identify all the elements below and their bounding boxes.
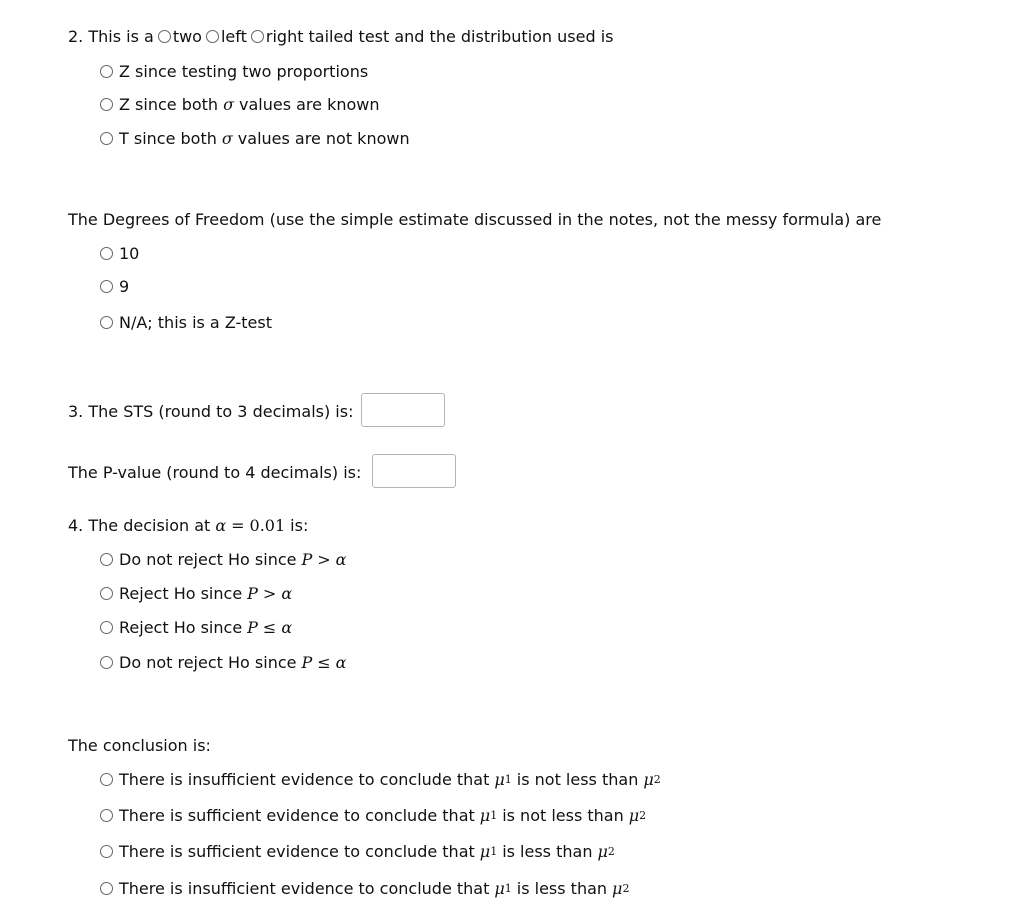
conclusion-label-1: There is insufficient evidence to conclude that [119, 769, 490, 789]
sigma-symbol: σ [223, 94, 234, 114]
mu-symbol: μ [494, 769, 505, 789]
distribution-option-3[interactable] [100, 127, 410, 149]
mu-symbol: μ [479, 841, 491, 861]
df-prompt: The Degrees of Freedom (use the simple estimate discussed in the notes, not the messy formula) are [68, 209, 882, 229]
sts-input[interactable] [361, 393, 445, 427]
conclusion-mid-4: is less than [516, 878, 608, 898]
conclusion-label-2: There is sufficient evidence to conclude that [119, 805, 475, 825]
q4-header [68, 514, 308, 536]
distribution-radio-1[interactable] [100, 65, 113, 78]
df-radio-2[interactable] [100, 280, 113, 293]
alpha-symbol: α [335, 652, 347, 672]
conclusion-mid-3: is less than [502, 841, 593, 861]
conclusion-radio-4[interactable] [100, 882, 113, 895]
df-radio-3[interactable] [100, 316, 113, 329]
decision-radio-4[interactable] [100, 656, 113, 669]
relation-symbol: ≤ [317, 652, 331, 672]
df-option-3[interactable] [100, 311, 272, 333]
mu-subscript-1: 1 [504, 881, 512, 895]
pvalue-input[interactable] [372, 454, 456, 488]
conclusion-option-1[interactable] [100, 768, 661, 790]
decision-label-2: Reject Ho since [119, 583, 243, 603]
mu-subscript-1: 1 [504, 772, 512, 786]
conclusion-option-4[interactable] [100, 877, 629, 899]
pvalue-label: The P-value (round to 4 decimals) is: [68, 462, 362, 482]
conclusion-mid-2: is not less than [502, 805, 624, 825]
mu-symbol: μ [628, 805, 640, 825]
df-radio-1[interactable] [100, 247, 113, 260]
df-option-1[interactable] [100, 242, 139, 264]
decision-option-1[interactable] [100, 548, 346, 570]
equals-sign: = [231, 515, 245, 535]
distribution-option-1[interactable] [100, 60, 368, 82]
p-symbol: P [247, 617, 258, 637]
distribution-radio-3[interactable] [100, 132, 113, 145]
mu-symbol: μ [597, 841, 608, 861]
distribution-label-2: Z since both [119, 94, 219, 114]
conclusion-mid-1: is not less than [516, 769, 639, 789]
q4-suffix: is: [290, 515, 309, 535]
q2-suffix: tailed test and the distribution used is [308, 26, 614, 46]
q4-prefix: 4. The decision at [68, 515, 211, 535]
q2-prefix: 2. This is a [68, 26, 154, 46]
tail-left-radio[interactable] [206, 30, 219, 43]
conclusion-label-4: There is insufficient evidence to conclude that [119, 878, 490, 898]
q2-header [68, 25, 614, 47]
decision-option-2[interactable] [100, 582, 292, 604]
distribution-label-3: T since both [119, 128, 217, 148]
conclusion-option-3[interactable] [100, 840, 615, 862]
tail-right-label: right [265, 26, 304, 46]
mu-symbol: μ [643, 769, 654, 789]
relation-symbol: > [317, 549, 331, 569]
tail-two-label: two [172, 26, 202, 46]
mu-symbol: μ [479, 805, 491, 825]
tail-two-radio[interactable] [158, 30, 171, 43]
conclusion-prompt: The conclusion is: [68, 735, 211, 755]
alpha-symbol: α [215, 515, 227, 535]
distribution-label-2-post: values are known [238, 94, 380, 114]
mu-subscript-1: 1 [490, 808, 498, 822]
conclusion-radio-1[interactable] [100, 773, 113, 786]
distribution-label-1: Z since testing two proportions [119, 61, 369, 81]
p-symbol: P [301, 549, 313, 569]
decision-option-4[interactable] [100, 651, 346, 673]
decision-radio-2[interactable] [100, 587, 113, 600]
sigma-symbol: σ [221, 128, 233, 148]
decision-option-3[interactable] [100, 616, 292, 638]
mu-subscript-2: 2 [622, 881, 630, 895]
distribution-radio-2[interactable] [100, 98, 113, 111]
p-symbol: P [301, 652, 313, 672]
alpha-symbol: α [335, 549, 347, 569]
conclusion-radio-3[interactable] [100, 845, 113, 858]
mu-subscript-2: 2 [639, 808, 647, 822]
decision-label-4: Do not reject Ho since [119, 652, 297, 672]
conclusion-radio-2[interactable] [100, 809, 113, 822]
alpha-symbol: α [281, 617, 293, 637]
conclusion-label-3: There is sufficient evidence to conclude that [119, 841, 475, 861]
decision-radio-1[interactable] [100, 553, 113, 566]
p-symbol: P [247, 583, 258, 603]
decision-radio-3[interactable] [100, 621, 113, 634]
mu-subscript-2: 2 [607, 844, 615, 858]
tail-left-label: left [220, 26, 247, 46]
mu-subscript-2: 2 [653, 772, 661, 786]
df-option-2[interactable] [100, 275, 129, 297]
tail-right-radio[interactable] [251, 30, 264, 43]
distribution-label-3-post: values are not known [237, 128, 410, 148]
alpha-symbol: α [281, 583, 293, 603]
df-label-3: N/A; this is a Z-test [119, 312, 272, 332]
mu-subscript-1: 1 [490, 844, 498, 858]
relation-symbol: > [262, 583, 277, 603]
sts-label: 3. The STS (round to 3 decimals) is: [68, 401, 354, 421]
mu-symbol: μ [612, 878, 623, 898]
conclusion-option-2[interactable] [100, 804, 646, 826]
decision-label-1: Do not reject Ho since [119, 549, 297, 569]
alpha-value: 0.01 [249, 515, 286, 535]
decision-label-3: Reject Ho since [119, 617, 243, 637]
df-label-1: 10 [119, 243, 140, 263]
distribution-option-2[interactable] [100, 93, 380, 115]
relation-symbol: ≤ [262, 617, 277, 637]
df-label-2: 9 [119, 276, 130, 296]
mu-symbol: μ [494, 878, 505, 898]
